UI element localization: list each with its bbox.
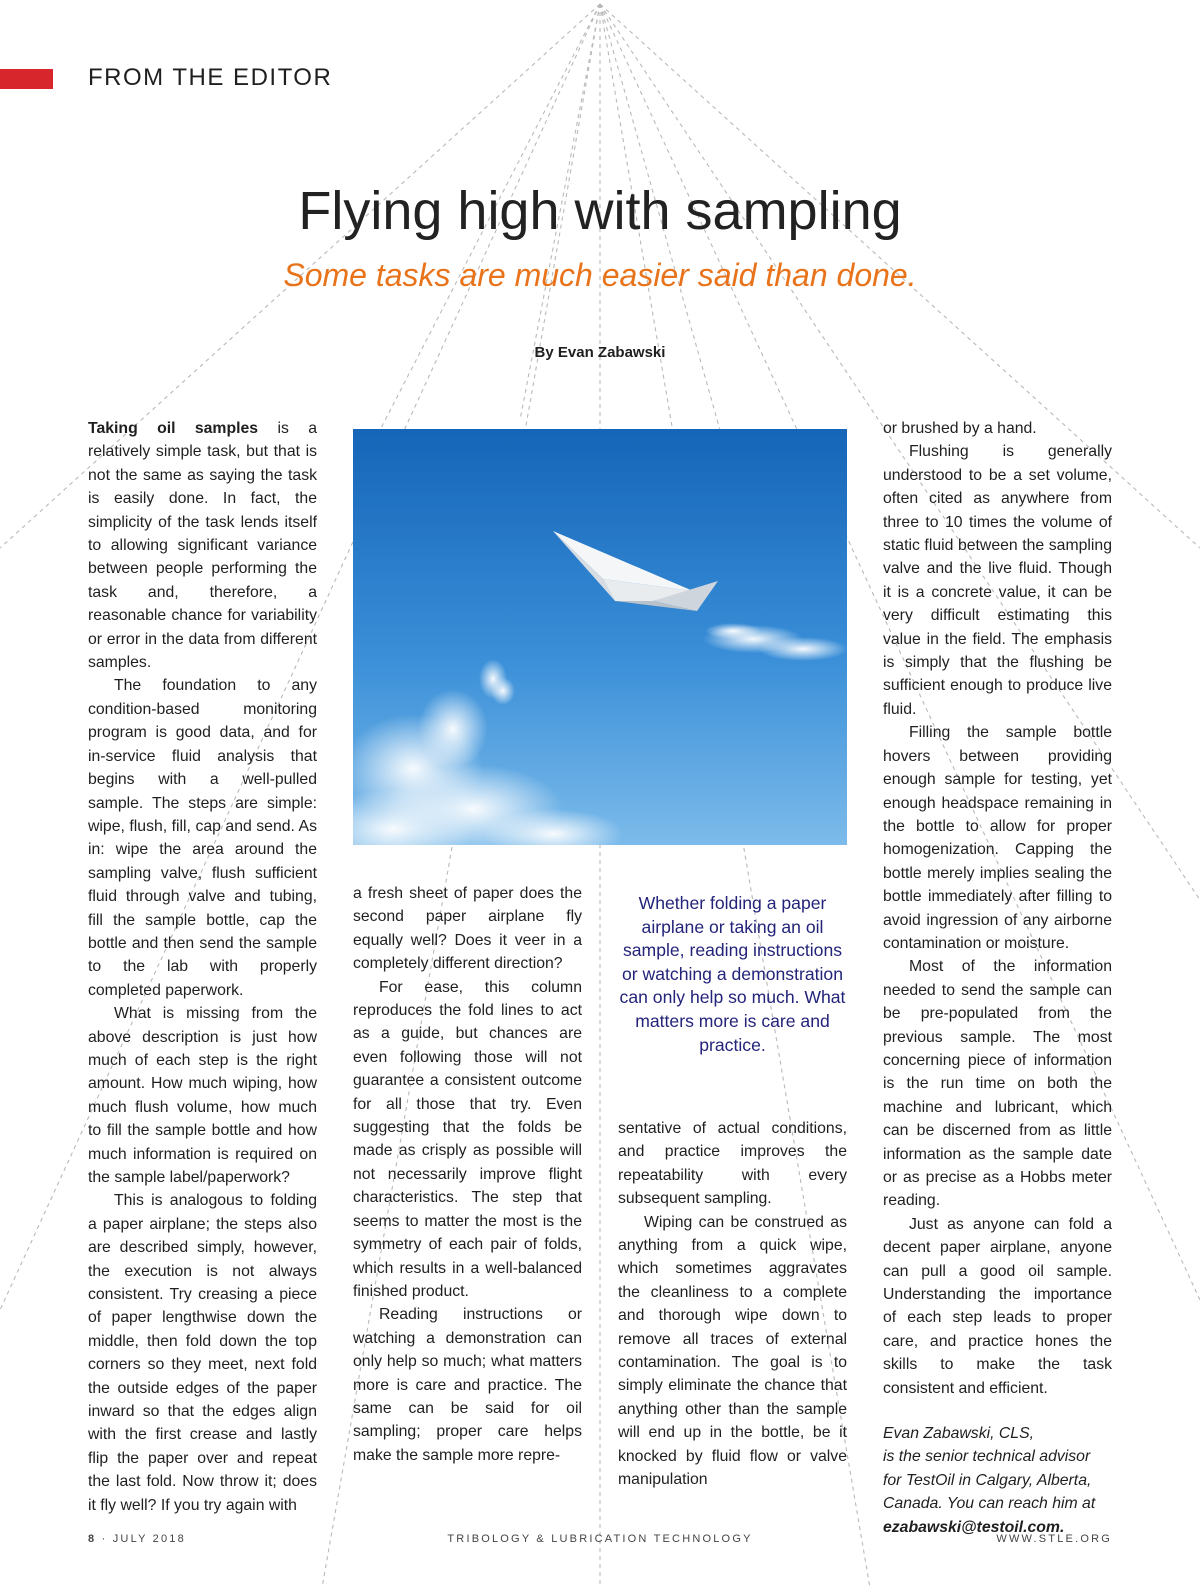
paragraph: Most of the information needed to send the sample can be pre-populated from the previous sample. The most concerning piece of information is the run time on both the machine and lubricant, which can be discerned from as little information as the sample date or as precise as a Hobbs meter reading. [883, 958, 1112, 1210]
paragraph: a fresh sheet of paper does the second paper airplane fly equally well? Does it veer in a completely different direction? [353, 885, 582, 973]
author-bio-line: is the senior technical advisor [883, 1448, 1091, 1466]
paragraph: Filling the sample bottle hovers between providing enough sample for testing, yet enough headspace remaining in the bottle to allow for proper homogenization. Capping the bottle merely implies sealing the bottle immediately after filling to avoid ingression of any airborne contamination or moisture. [883, 724, 1112, 952]
column-2 [353, 882, 582, 1467]
paragraph: The foundation to any condition-based monitoring program is good data, and for in-service fluid analysis that begins with a well-pulled sample. The steps are simple: wipe, flush, fill, cap and send. As in: wipe the area around the sampling valve, flush sufficient fluid through valve and tubing, fill the sample bottle, cap the bottle and then send the sample to the lab with properly completed paperwork. [88, 677, 317, 999]
column-1 [88, 417, 317, 1517]
article-title: Flying high with sampling [298, 181, 902, 241]
pull-quote: Whether folding a paper airplane or taking an oil sample, reading instructions or watching a demonstration can only help so much. What matters more is care and practice. [619, 893, 846, 1055]
paragraph: This is analogous to folding a paper airplane; the steps also are described simply, however, the execution is not always consistent. Try creasing a piece of paper lengthwise down the middle, then fold down the top corners so they meet, next fold the outside edges of the paper inward so that the edges align with the first crease and lastly flip the paper over and repeat the last fold. Now throw it; does it fly well? If you try again with [88, 1192, 317, 1514]
website-url: WWW.STLE.ORG [996, 1533, 1112, 1545]
article-byline: By Evan Zabawski [534, 344, 666, 361]
lead-in: Taking oil samples [88, 420, 259, 437]
paragraph-text: is a relatively simple task, but that is not the same as saying the task is easily done. In fact, the simplicity of the task lends itself to allowing significant variance between people performing the task and, therefore, a reasonable chance for variability or error in the data from different samples. [88, 420, 317, 672]
paragraph: Flushing is generally understood to be a set volume, often cited as anywhere from three to 10 times the volume of static fluid between the sampling valve and the live fluid. Though it is a concrete value, it can be very difficult estimating this value in the field. The emphasis is simply that the flushing be sufficient enough to produce live fluid. [883, 443, 1112, 718]
paper-airplane-sky-photo [353, 429, 847, 845]
paragraph: Wiping can be construed as anything from a quick wipe, which sometimes aggravates the cleanliness to a complete and thorough wipe down to remove all traces of external contamination. The goal is to simply eliminate the chance that anything other than the sample will end up in the bottle, be it knocked by fluid flow or valve manipulation [618, 1213, 847, 1489]
section-label: FROM THE EDITOR [88, 64, 333, 91]
author-bio [883, 1422, 1112, 1539]
page-number: 8 [88, 1533, 97, 1545]
paragraph: For ease, this column reproduces the fold lines to act as a guide, but chances are even following those will not guarantee a consistent outcome for all those that try. Even suggesting that the folds be made as crisply as possible will not necessarily improve flight characteristics. The step that seems to matter the most is the symmetry of each pair of folds, which results in a well-balanced finished product. [353, 978, 582, 1300]
author-bio-line: Evan Zabawski, CLS, [883, 1425, 1035, 1443]
paragraph: Just as anyone can fold a decent paper airplane, anyone can pull a good oil sample. Understanding the importance of each step leads to proper care, and practice hones the skills to make the task consistent and efficient. [883, 1215, 1112, 1397]
paragraph [88, 417, 317, 674]
author-bio-line: for TestOil in Calgary, Alberta, [883, 1471, 1092, 1489]
issue-date: JULY 2018 [112, 1533, 186, 1545]
paragraph: What is missing from the above description is just how much of each step is the right amount. How much wiping, how much flush volume, how much to fill the sample bottle and how much information is required on the sample label/paperwork? [88, 1005, 317, 1186]
column-4 [883, 417, 1112, 1539]
paragraph: or brushed by a hand. [883, 420, 1037, 437]
article-subtitle: Some tasks are much easier said than done. [283, 257, 917, 293]
footer-separator: · [101, 1533, 108, 1545]
publication-name: TRIBOLOGY & LUBRICATION TECHNOLOGY [447, 1533, 753, 1545]
paragraph: sentative of actual conditions, and practice improves the repeatability with every subsequent sampling. [618, 1120, 847, 1208]
author-bio-line: Canada. You can reach him at [883, 1495, 1096, 1513]
section-accent-bar [0, 69, 53, 89]
author-email: ezabawski@testoil.com. [883, 1518, 1065, 1536]
paragraph: Reading instructions or watching a demonstration can only help so much; what matters more is care and practice. The same can be said for oil sampling; proper care helps make the sample more repre- [353, 1306, 582, 1464]
column-3 [618, 1117, 847, 1492]
